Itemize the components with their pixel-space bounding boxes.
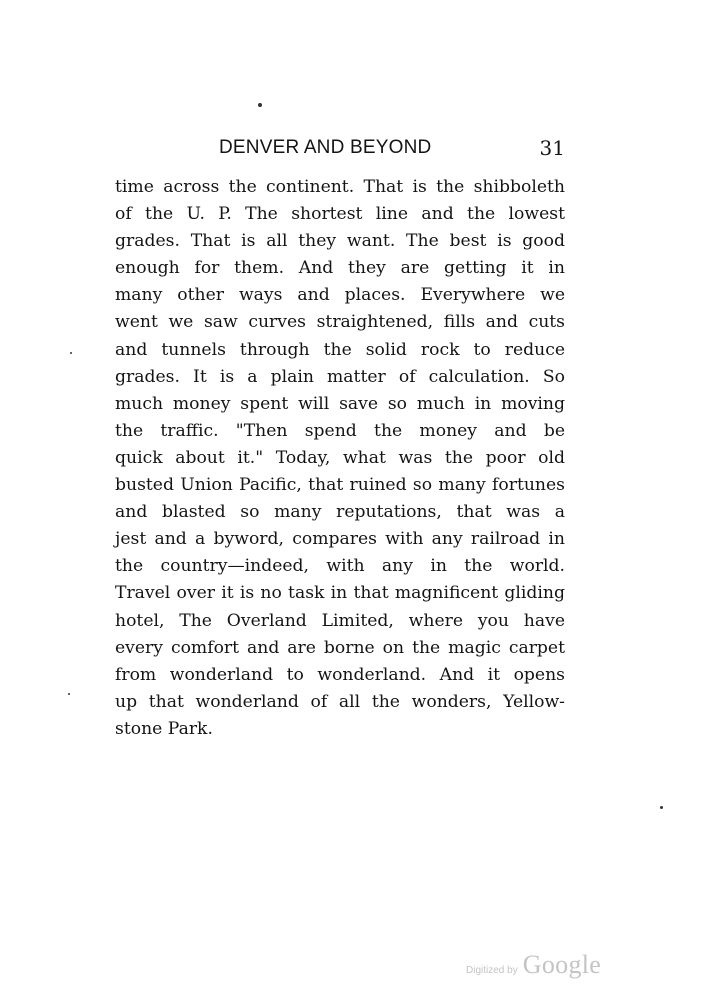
running-head — [115, 136, 565, 164]
google-logo: Google — [522, 950, 602, 979]
text-line: many other ways and places. Everywhere we — [115, 285, 565, 306]
scan-speck — [70, 352, 72, 354]
text-line: jest and a byword, compares with any railroad in — [115, 529, 565, 550]
watermark-prefix: Digitized by — [466, 965, 518, 976]
text-line: Travel over it is no task in that magnificent gliding — [115, 583, 565, 604]
text-line: busted Union Pacific, that ruined so many fortunes — [115, 475, 565, 496]
text-line: the country—indeed, with any in the world. — [115, 556, 565, 577]
text-line: up that wonderland of all the wonders, Yellow- — [115, 691, 565, 712]
digitized-watermark — [466, 950, 601, 980]
text-line: from wonderland to wonderland. And it opens — [115, 664, 565, 685]
text-line: enough for them. And they are getting it in — [115, 258, 565, 279]
text-line: much money spent will save so much in moving — [115, 393, 565, 414]
text-line: the traffic. "Then spend the money and be — [115, 420, 565, 441]
running-title: DENVER AND BEYOND — [219, 137, 432, 158]
body-text — [115, 174, 565, 743]
text-line: and tunnels through the solid rock to reduce — [115, 339, 565, 360]
page-number: 31 — [539, 136, 565, 160]
text-line: stone Park. — [115, 718, 213, 739]
text-line: every comfort and are borne on the magic carpet — [115, 637, 565, 658]
scan-speck — [258, 103, 262, 107]
text-line: went we saw curves straightened, fills and cuts — [115, 312, 565, 333]
scan-speck — [68, 693, 70, 695]
text-line: and blasted so many reputations, that was a — [115, 502, 565, 523]
text-line: time across the continent. That is the shibboleth — [115, 177, 565, 197]
text-line: hotel, The Overland Limited, where you have — [115, 610, 565, 631]
text-line: quick about it." Today, what was the poor old — [115, 447, 565, 468]
scan-speck — [660, 806, 663, 809]
text-line: grades. That is all they want. The best is good — [115, 231, 565, 252]
text-line: of the U. P. The shortest line and the lowest — [115, 204, 565, 225]
text-line: grades. It is a plain matter of calculation. So — [115, 366, 565, 387]
